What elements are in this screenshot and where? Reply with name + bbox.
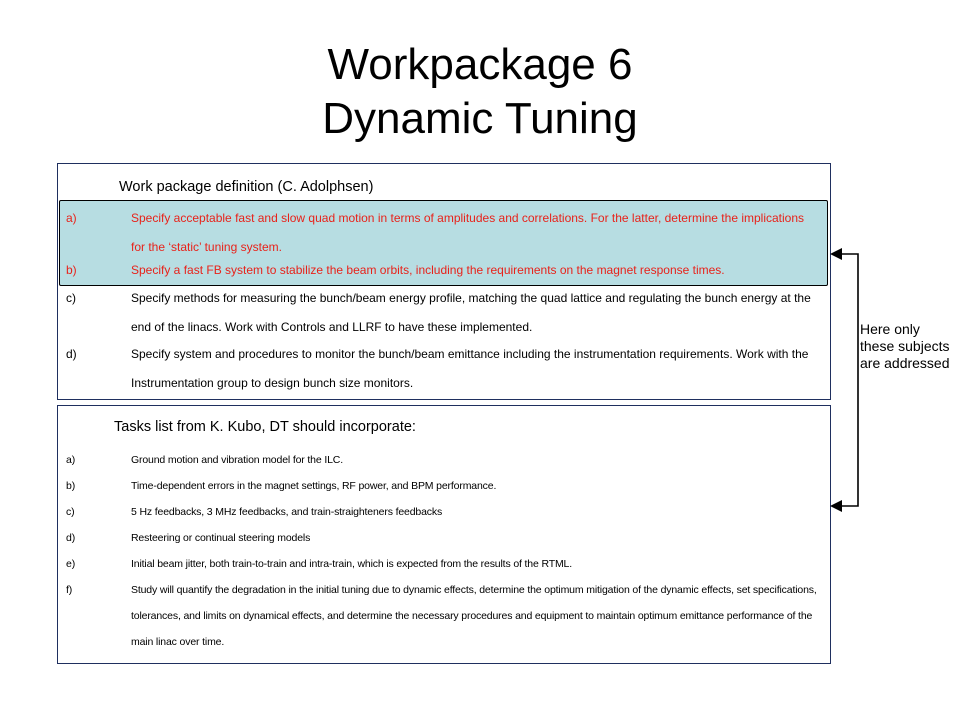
double-arrow-connector: [820, 240, 862, 520]
item-marker: e): [66, 558, 76, 570]
definition-heading: Work package definition (C. Adolphsen): [119, 179, 374, 195]
item-text: 5 Hz feedbacks, 3 MHz feedbacks, and train-straighteners feedbacks: [131, 506, 443, 518]
arrowhead-bottom-icon: [830, 500, 842, 512]
slide-title-line2: Dynamic Tuning: [322, 94, 638, 143]
item-text: Specify methods for measuring the bunch/beam energy profile, matching the quad lattice and regulating the bunch energy at the end of the linacs. Work with Controls and LLRF to have these implemented.: [131, 291, 811, 334]
item-marker: b): [66, 263, 77, 277]
item-marker: c): [66, 506, 75, 518]
item-marker: d): [66, 347, 77, 361]
item-text: Specify acceptable fast and slow quad motion in terms of amplitudes and correlations. For the latter, determine the implications for the ‘static’ tuning system.: [131, 211, 805, 254]
item-marker: d): [66, 532, 76, 544]
arrowhead-top-icon: [830, 248, 842, 260]
item-marker: c): [66, 291, 76, 305]
item-text: Initial beam jitter, both train-to-train and intra-train, which is expected from the results of the RTML.: [131, 558, 573, 570]
work-package-definition-box: [57, 163, 831, 400]
connector-line: [838, 254, 858, 506]
item-text: Time-dependent errors in the magnet settings, RF power, and BPM performance.: [131, 480, 497, 492]
item-text: Specify system and procedures to monitor the bunch/beam emittance including the instrumentation requirements. Work with the Instrumentation group to design bunch size monitors.: [131, 347, 809, 390]
item-marker: a): [66, 454, 76, 466]
slide-title: [0, 38, 960, 146]
tasks-heading: Tasks list from K. Kubo, DT should incorporate:: [114, 419, 416, 435]
side-note: Here only these subjects are addressed: [860, 321, 950, 371]
item-text: Study will quantify the degradation in the initial tuning due to dynamic effects, determine the optimum mitigation of the dynamic effects, set specifications, tolerances, and limits on dynamical effects, and determine the necessary procedures and equipment to maintain optimum emittance performance of the main linac over time.: [131, 584, 817, 648]
item-text: Resteering or continual steering models: [131, 532, 311, 544]
item-marker: a): [66, 211, 77, 225]
item-marker: b): [66, 480, 76, 492]
item-text: Specify a fast FB system to stabilize the beam orbits, including the requirements on the magnet response times.: [131, 263, 725, 277]
item-text: Ground motion and vibration model for the ILC.: [131, 454, 343, 466]
slide-title-line1: Workpackage 6: [327, 40, 633, 89]
tasks-list-box: [57, 405, 831, 664]
item-marker: f): [66, 584, 73, 596]
